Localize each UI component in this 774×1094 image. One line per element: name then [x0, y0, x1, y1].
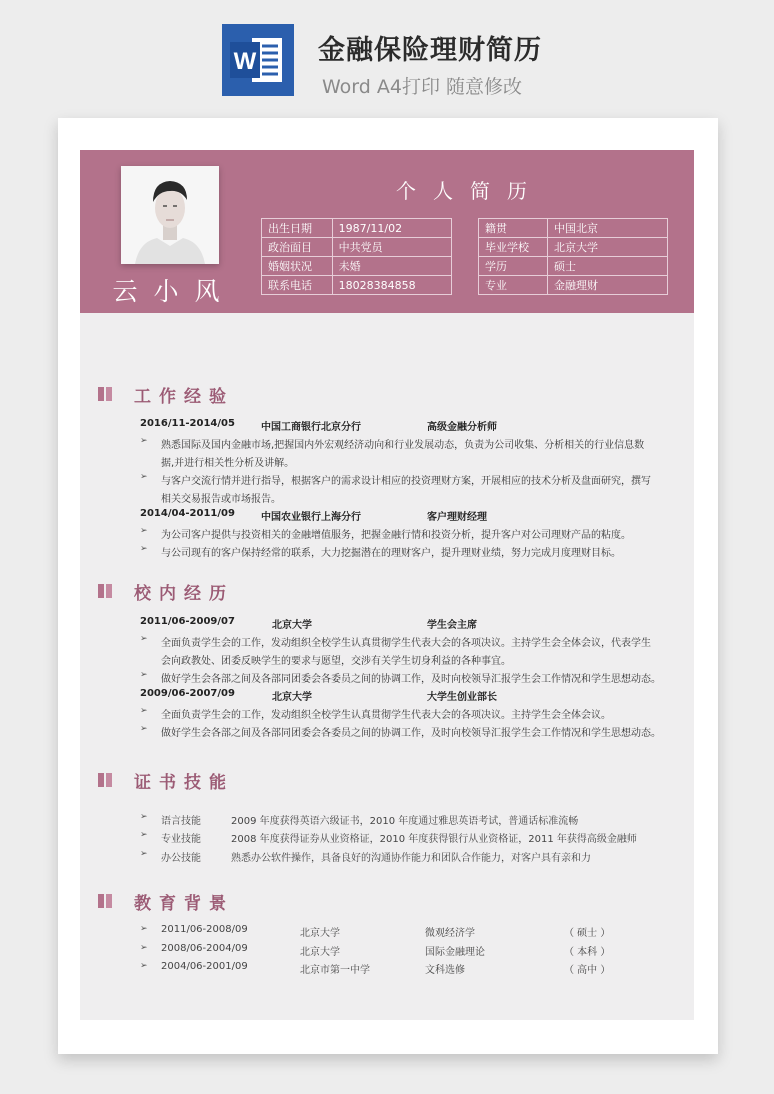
- bullet-text: 全面负责学生会的工作，发动组织全校学生认真贯彻学生代表大会的各项决议。主持学生会全体会议。: [161, 710, 611, 721]
- word-logo-letter: W: [233, 48, 257, 75]
- info-row: [262, 257, 452, 276]
- edu-period: 2004/06-2001/09: [161, 961, 248, 972]
- resume-title: 个人简历: [396, 179, 544, 203]
- edu-period: 2008/06-2004/09: [161, 943, 248, 954]
- info-label: 学历: [479, 257, 548, 276]
- bullet-text: 全面负责学生会的工作，发动组织全校学生认真贯彻学生代表大会的各项决议。主持学生会全体会议，代表学生: [161, 638, 651, 649]
- campus-period: 2009/06-2007/09: [140, 688, 235, 699]
- info-label: 出生日期: [262, 219, 333, 238]
- section-bar-icon: [98, 773, 112, 787]
- edu-period: 2011/06-2008/09: [161, 924, 248, 935]
- info-row: [262, 219, 452, 238]
- info-row: [479, 238, 668, 257]
- bullet-arrow-icon: ➢: [140, 634, 148, 644]
- job-role: 客户理财经理: [427, 512, 487, 523]
- job-period: 2016/11-2014/05: [140, 418, 235, 429]
- word-icon: [222, 24, 294, 96]
- edu-degree: （ 本科 ）: [564, 947, 611, 958]
- campus-org: 北京大学: [272, 620, 312, 631]
- edu-degree: （ 硕士 ）: [564, 928, 611, 939]
- info-value: 硕士: [548, 257, 668, 276]
- banner-subtitle: Word A4打印 随意修改: [322, 76, 523, 98]
- bullet-arrow-icon: ➢: [140, 961, 148, 971]
- bullet-text: 做好学生会各部之间及各部同团委会各委员之间的协调工作，及时向校领导汇报学生会工作情况和学生思想动态。: [161, 728, 661, 739]
- section-title: 工作经验: [134, 387, 234, 407]
- bullet-arrow-icon: ➢: [140, 724, 148, 734]
- info-value: 18028384858: [332, 276, 451, 295]
- info-label: 毕业学校: [479, 238, 548, 257]
- info-row: [479, 276, 668, 295]
- info-label: 专业: [479, 276, 548, 295]
- skill-text: 2008 年度获得证券从业资格证，2010 年度获得银行从业资格证，2011 年获得高级金融师: [231, 834, 637, 845]
- campus-org: 北京大学: [272, 692, 312, 703]
- section-title: 证书技能: [134, 773, 234, 793]
- bullet-arrow-icon: ➢: [140, 812, 148, 822]
- job-period: 2014/04-2011/09: [140, 508, 235, 519]
- bullet-arrow-icon: ➢: [140, 830, 148, 840]
- bullet-text: 熟悉国际及国内金融市场,把握国内外宏观经济动向和行业发展动态，负责为公司收集、分析相关的行业信息数: [161, 440, 645, 451]
- section-title: 教育背景: [134, 894, 234, 914]
- edu-school: 北京大学: [300, 928, 340, 939]
- skill-label: 语言技能: [161, 816, 201, 827]
- section-bar-icon: [98, 584, 112, 598]
- info-table-right: [478, 218, 668, 295]
- edu-major: 国际金融理论: [425, 947, 485, 958]
- job-org: 中国农业银行上海分行: [261, 512, 361, 523]
- profile-photo: [121, 166, 219, 264]
- info-label: 婚姻状况: [262, 257, 333, 276]
- bullet-arrow-icon: ➢: [140, 436, 148, 446]
- skill-text: 2009 年度获得英语六级证书，2010 年度通过雅思英语考试，普通话标准流畅: [231, 816, 579, 827]
- campus-period: 2011/06-2009/07: [140, 616, 235, 627]
- info-label: 政治面目: [262, 238, 333, 257]
- bullet-arrow-icon: ➢: [140, 544, 148, 554]
- bullet-text: 与客户交流行情并进行指导，根据客户的需求设计相应的投资理财方案，开展相应的技术分析及盘面研究，撰写: [161, 476, 651, 487]
- banner-title: 金融保险理财简历: [318, 35, 542, 66]
- bullet-arrow-icon: ➢: [140, 526, 148, 536]
- bullet-text: 为公司客户提供与投资相关的金融增值服务，把握金融行情和投资分析，提升客户对公司理财产品的粘度。: [161, 530, 631, 541]
- info-row: [479, 257, 668, 276]
- info-value: 未婚: [332, 257, 451, 276]
- bullet-arrow-icon: ➢: [140, 943, 148, 953]
- info-value: 1987/11/02: [332, 219, 451, 238]
- skill-label: 专业技能: [161, 834, 201, 845]
- bullet-arrow-icon: ➢: [140, 670, 148, 680]
- bullet-arrow-icon: ➢: [140, 924, 148, 934]
- skill-label: 办公技能: [161, 853, 201, 864]
- bullet-arrow-icon: ➢: [140, 849, 148, 859]
- edu-school: 北京大学: [300, 947, 340, 958]
- info-row: [479, 219, 668, 238]
- edu-school: 北京市第一中学: [300, 965, 370, 976]
- job-role: 高级金融分析师: [427, 422, 497, 433]
- section-bar-icon: [98, 894, 112, 908]
- info-row: [262, 276, 452, 295]
- campus-role: 学生会主席: [427, 620, 477, 631]
- bullet-arrow-icon: ➢: [140, 706, 148, 716]
- edu-degree: （ 高中 ）: [564, 965, 611, 976]
- skill-text: 熟悉办公软件操作，具备良好的沟通协作能力和团队合作能力，对客户具有亲和力: [231, 853, 591, 864]
- edu-major: 微观经济学: [425, 928, 475, 939]
- info-value: 中国北京: [548, 219, 668, 238]
- job-org: 中国工商银行北京分行: [261, 422, 361, 433]
- bullet-text: 相关交易报告或市场报告。: [161, 494, 281, 505]
- edu-major: 文科选修: [425, 965, 465, 976]
- section-bar-icon: [98, 387, 112, 401]
- bullet-text: 会向政教处、团委反映学生的要求与愿望，交涉有关学生切身利益的各种事宜。: [161, 656, 511, 667]
- info-value: 金融理财: [548, 276, 668, 295]
- info-label: 联系电话: [262, 276, 333, 295]
- info-row: [262, 238, 452, 257]
- section-title: 校内经历: [134, 584, 234, 604]
- resume-name: 云小风: [112, 277, 236, 306]
- bullet-text: 做好学生会各部之间及各部同团委会各委员之间的协调工作，及时向校领导汇报学生会工作情况和学生思想动态。: [161, 674, 661, 685]
- info-value: 北京大学: [548, 238, 668, 257]
- campus-role: 大学生创业部长: [427, 692, 497, 703]
- bullet-arrow-icon: ➢: [140, 472, 148, 482]
- bullet-text: 与公司现有的客户保持经常的联系，大力挖掘潜在的理财客户，提升理财业绩，努力完成月度理财目标。: [161, 548, 621, 559]
- info-table-left: [261, 218, 452, 295]
- info-value: 中共党员: [332, 238, 451, 257]
- bullet-text: 据,并进行相关性分析及讲解。: [161, 458, 295, 469]
- info-label: 籍贯: [479, 219, 548, 238]
